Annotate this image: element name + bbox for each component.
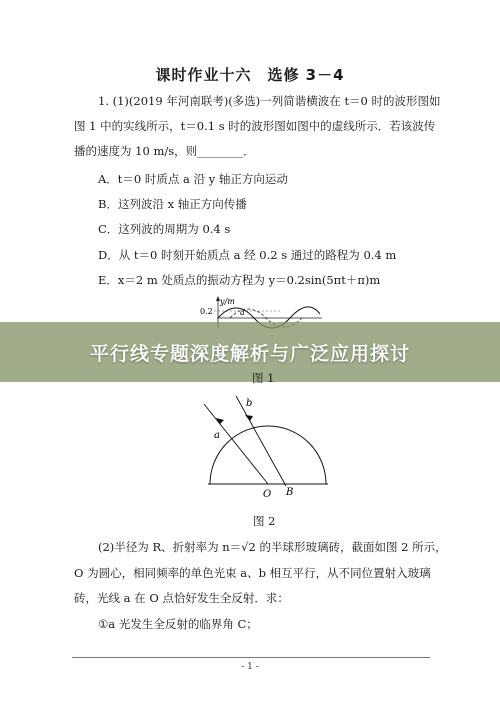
q1-line-1: 1. (1)(2019 年河南联考)(多选)一列简谐横波在 t＝0 时的波形图如 bbox=[98, 94, 441, 108]
figure-1-y-axis-label: y/m bbox=[220, 297, 235, 306]
figure-2-label-b: b bbox=[246, 398, 253, 409]
q1-option-b: B．这列波沿 x 轴正方向传播 bbox=[98, 197, 247, 211]
figure-1-caption: 图 1 bbox=[252, 371, 275, 385]
page-title: 课时作业十六 选修 3－4 bbox=[155, 66, 345, 84]
figure-1-point-label: a bbox=[240, 308, 245, 317]
figure-2-glass-diagram bbox=[190, 394, 340, 500]
q1-line-3: 播的速度为 10 m/s，则________． bbox=[74, 144, 255, 158]
q2-line-3: 砖，光线 a 在 O 点恰好发生全反射．求： bbox=[74, 591, 289, 605]
q2-line-2: O 为圆心，相同频率的单色光束 a、b 相互平行，从不同位置射入玻璃 bbox=[74, 566, 431, 580]
overlay-banner-text: 平行线专题深度解析与广泛应用探讨 bbox=[89, 342, 410, 365]
figure-2-label-a: a bbox=[214, 430, 220, 441]
q2-sub-1: ①a 光发生全反射的临界角 C； bbox=[98, 617, 258, 631]
figure-1-amplitude-label: 0.2 bbox=[200, 307, 213, 316]
overlay-banner bbox=[0, 322, 500, 382]
q1-option-d: D．从 t＝0 时刻开始质点 a 经 0.2 s 通过的路程为 0.4 m bbox=[98, 248, 397, 262]
q1-line-2: 图 1 中的实线所示，t＝0.1 s 时的波形图如图中的虚线所示．若该波传 bbox=[74, 119, 436, 133]
footer-divider bbox=[72, 657, 430, 658]
q1-option-c: C．这列波的周期为 0.4 s bbox=[98, 222, 231, 236]
q1-option-a: A．t＝0 时质点 a 沿 y 轴正方向运动 bbox=[98, 172, 288, 186]
figure-2-label-b-point: B bbox=[286, 487, 294, 498]
page-number: - 1 - bbox=[241, 662, 259, 672]
q1-option-e: E．x＝2 m 处质点的振动方程为 y＝0.2sin(5πt＋π)m bbox=[98, 273, 381, 287]
figure-2-caption: 图 2 bbox=[253, 514, 276, 528]
figure-2-label-o: O bbox=[263, 489, 272, 500]
q2-line-1: (2)半径为 R、折射率为 n＝√2 的半球形玻璃砖，截面如图 2 所示， bbox=[98, 540, 447, 554]
